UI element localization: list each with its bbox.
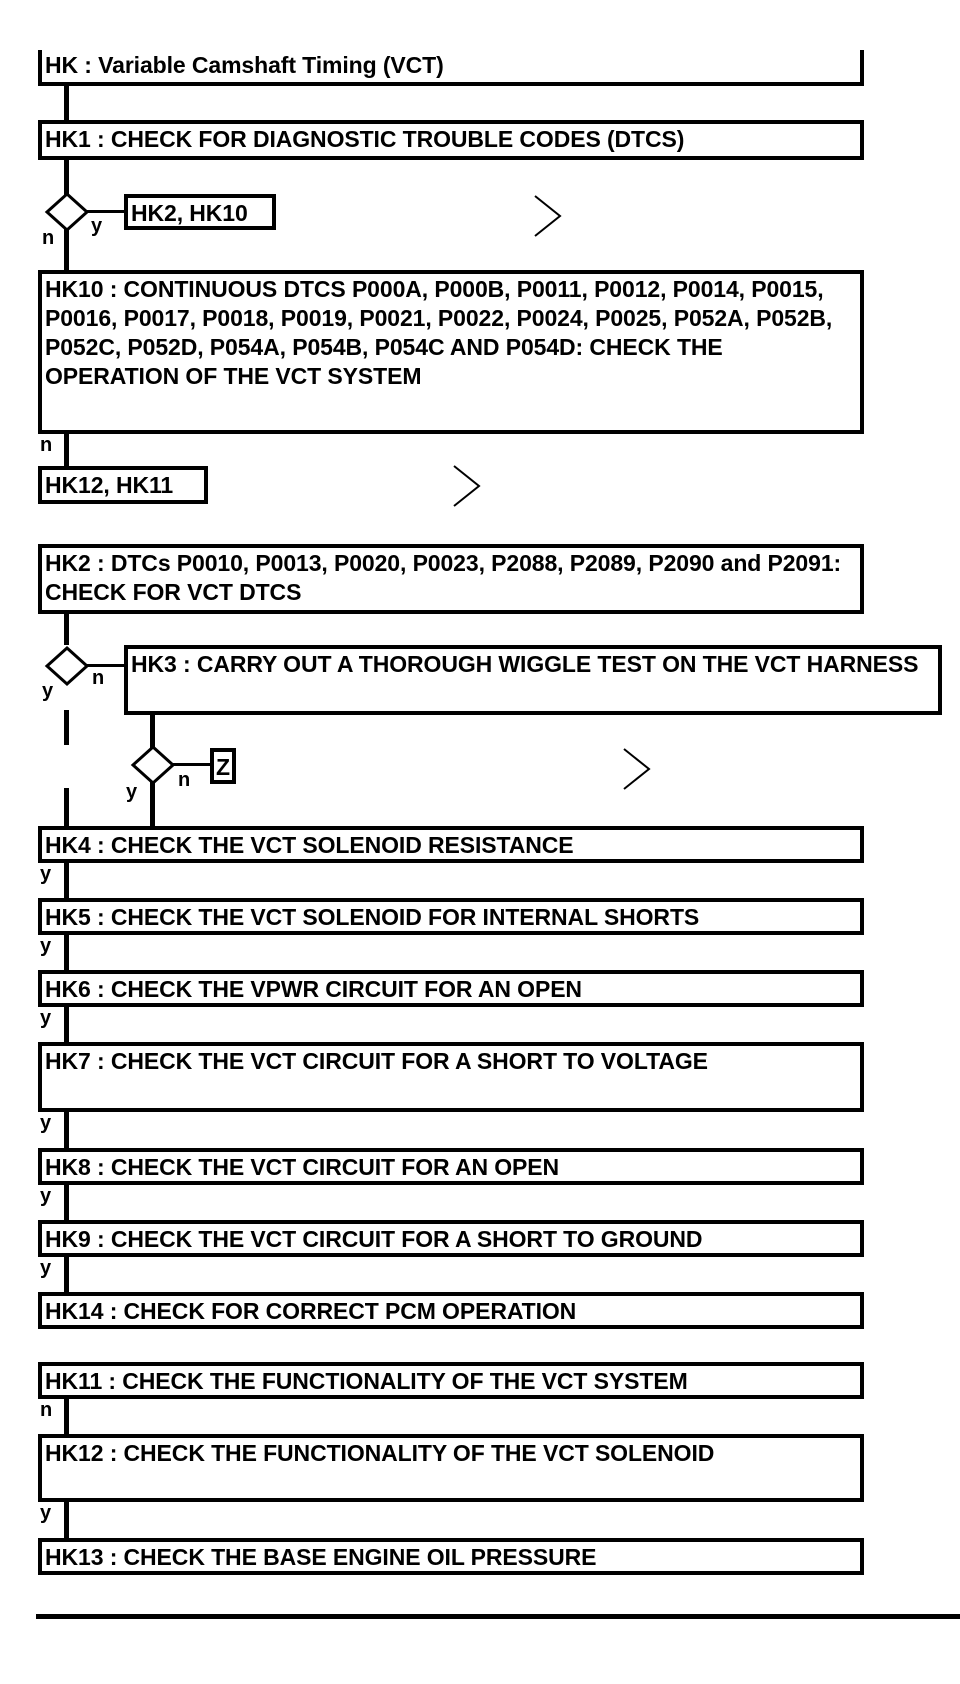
chevron-right-icon [624, 749, 649, 789]
goto-hk2-hk10: HK2, HK10 [124, 194, 276, 230]
step-hk-title: HK : Variable Camshaft Timing (VCT) [38, 50, 864, 86]
decision-diamond [133, 747, 173, 783]
step-hk11: HK11 : CHECK THE FUNCTIONALITY OF THE VCT SYSTEM [38, 1362, 864, 1399]
chevron-right-icon [535, 196, 560, 236]
step-hk12: HK12 : CHECK THE FUNCTIONALITY OF THE VCT SOLENOID [38, 1434, 864, 1502]
branch-label-yes: y [42, 680, 54, 702]
step-hk2: HK2 : DTCs P0010, P0013, P0020, P0023, P2088, P2089, P2090 and P2091: CHECK FOR VCT DTCS [38, 544, 864, 614]
step-hk10: HK10 : CONTINUOUS DTCS P000A, P000B, P0011, P0012, P0014, P0015, P0016, P0017, P0018, P0019, P0021, P0022, P0024, P0025, P052A, P052B, P052C, P052D, P054A, P054B, P054C AND P054D: CHECK THE OPERATION OF THE VCT SYSTEM [38, 270, 864, 434]
branch-label-yes: y [126, 781, 138, 803]
goto-z: Z [210, 748, 236, 784]
step-hk8: HK8 : CHECK THE VCT CIRCUIT FOR AN OPEN [38, 1148, 864, 1185]
step-hk4: HK4 : CHECK THE VCT SOLENOID RESISTANCE [38, 826, 864, 863]
branch-label-no: n [40, 434, 53, 456]
bottom-rule [36, 1614, 960, 1619]
branch-label-no: n [42, 227, 55, 249]
branch-label-yes: y [40, 863, 52, 885]
step-hk5: HK5 : CHECK THE VCT SOLENOID FOR INTERNAL SHORTS [38, 898, 864, 935]
step-hk6: HK6 : CHECK THE VPWR CIRCUIT FOR AN OPEN [38, 970, 864, 1007]
step-hk1: HK1 : CHECK FOR DIAGNOSTIC TROUBLE CODES (DTCS) [38, 120, 864, 160]
branch-label-yes: y [40, 1185, 52, 1207]
step-hk14: HK14 : CHECK FOR CORRECT PCM OPERATION [38, 1292, 864, 1329]
branch-label-no: n [40, 1399, 53, 1421]
branch-label-no: n [92, 667, 105, 689]
branch-label-yes: y [40, 935, 52, 957]
branch-label-no: n [178, 769, 191, 791]
branch-label-yes: y [40, 1007, 52, 1029]
branch-label-yes: y [40, 1257, 52, 1279]
branch-label-yes: y [40, 1502, 52, 1524]
step-hk3: HK3 : CARRY OUT A THOROUGH WIGGLE TEST ON THE VCT HARNESS [124, 645, 942, 715]
step-hk7: HK7 : CHECK THE VCT CIRCUIT FOR A SHORT TO VOLTAGE [38, 1042, 864, 1112]
decision-diamond [47, 194, 87, 230]
branch-label-yes: y [40, 1112, 52, 1134]
step-hk9: HK9 : CHECK THE VCT CIRCUIT FOR A SHORT TO GROUND [38, 1220, 864, 1257]
chevron-right-icon [454, 466, 479, 506]
decision-diamond [47, 648, 87, 684]
step-hk13: HK13 : CHECK THE BASE ENGINE OIL PRESSURE [38, 1538, 864, 1575]
branch-label-yes: y [91, 215, 103, 237]
goto-hk12-hk11: HK12, HK11 [38, 466, 208, 504]
